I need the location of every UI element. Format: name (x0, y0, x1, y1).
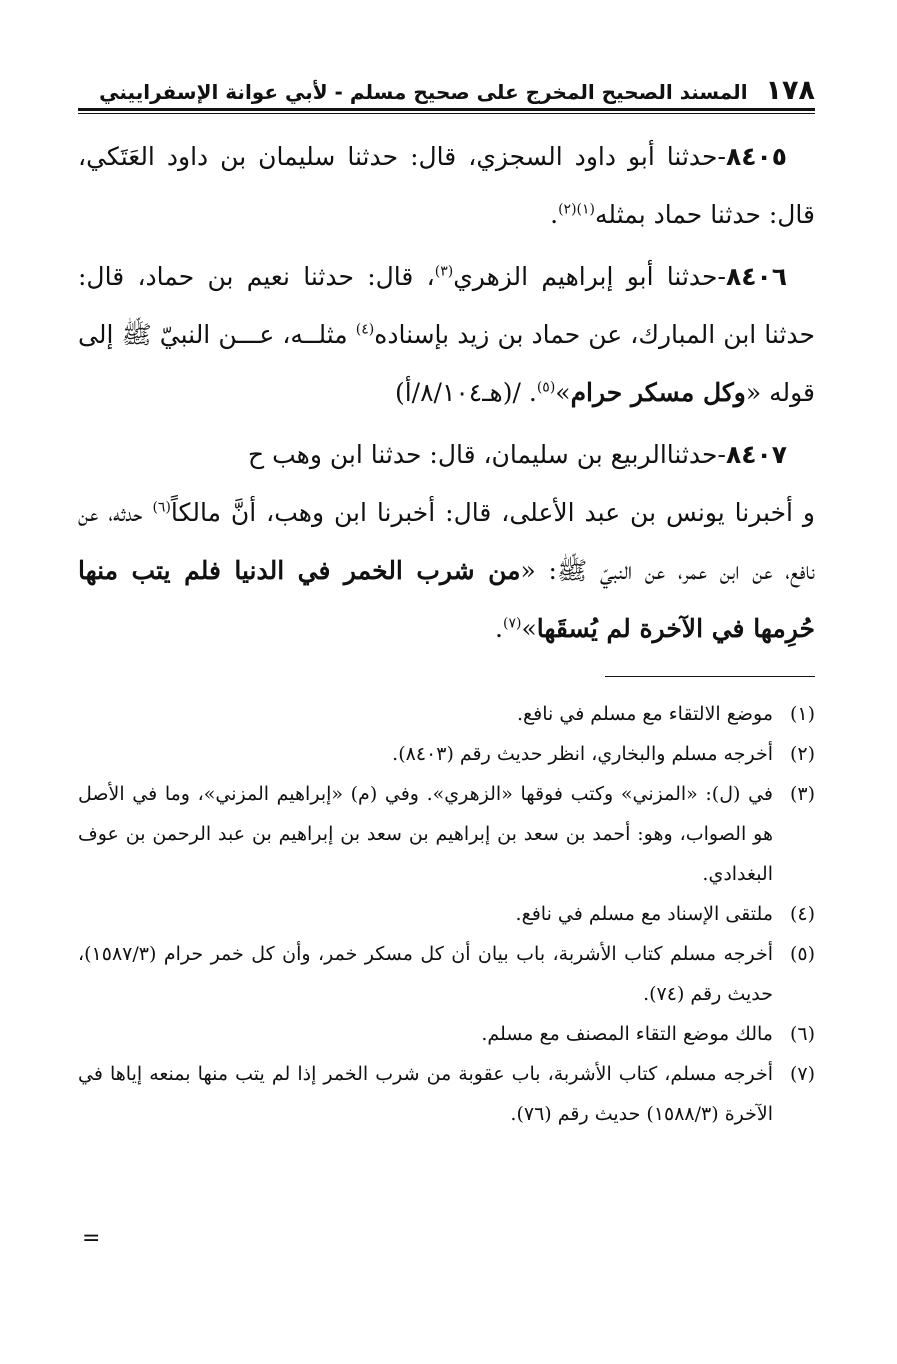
footnote-number: (٢) (789, 743, 815, 765)
hadith-text: » (521, 614, 537, 643)
hadith-number: ٨٤٠٧ (725, 440, 787, 469)
hadith-matn: من شرب الخمر في الدنيا فلم يتب منها حُرِمها في الآخرة لم يُسقَها (78, 556, 815, 643)
footnote-text: مالك موضع التقاء المصنف مع مسلم. (481, 1023, 773, 1045)
running-header (82, 64, 815, 104)
page-number: ١٧٨ (765, 75, 815, 106)
footnote-text: أخرجه مسلم كتاب الأشربة، باب بيان أن كل مسكر خمر، وأن كل خمر حرام (١٥٨٧/٣)، حديث رقم (٧٤). (78, 943, 773, 1005)
footnote-number: (٤) (789, 903, 815, 925)
hadith-punct: . (495, 614, 503, 643)
manuscript-ref: . /(هـ٨/١٠٤/أ) (394, 378, 537, 407)
footnote-7 (78, 1054, 815, 1134)
footnote-separator (605, 676, 815, 677)
hadith-number: ٨٤٠٥ (725, 142, 787, 171)
hadith-text: و أخبرنا يونس بن عبد الأعلى، قال: أخبرنا ابن وهب، أنَّ مالكاً (170, 498, 815, 527)
footnote-number: (٦) (789, 1023, 815, 1045)
hadith-text: -حدثنا أبو داود السجزي، قال: حدثنا سليمان بن داود العَتَكي، قال: حدثنا حماد بمثله (78, 142, 815, 229)
footnote-ref[interactable]: (٦) (152, 499, 171, 516)
hadith-text: -حدثناالربيع بن سليمان، قال: حدثنا ابن وهب ح (248, 440, 726, 469)
hadith-text: -حدثنا أبو إبراهيم الزهري (453, 262, 726, 291)
footnote-2 (78, 734, 815, 774)
footnote-ref[interactable]: (٥) (536, 379, 556, 396)
hadith-matn: وكل مسكر حرام (570, 378, 746, 407)
footnote-1 (78, 694, 815, 734)
footnote-6 (78, 1014, 815, 1054)
footnote-text: ملتقى الإسناد مع مسلم في نافع. (515, 903, 773, 925)
footnote-text: موضع الالتقاء مع مسلم في نافع. (517, 703, 773, 725)
footnote-number: (٥) (789, 943, 815, 965)
footnote-number: (١) (789, 703, 815, 725)
footnote-ref[interactable]: (١)(٢) (558, 201, 596, 218)
main-text (78, 128, 815, 662)
footnote-number: (٣) (789, 783, 815, 805)
footnote-3 (78, 774, 815, 894)
footnote-text: أخرجه مسلم والبخاري، انظر حديث رقم (٨٤٠٣). (392, 743, 773, 765)
hadith-number: ٨٤٠٦ (725, 262, 787, 291)
hadith-text: مثلــه، عـــن النبيّ ﷺ إلى قوله « (78, 320, 815, 407)
footnote-5 (78, 934, 815, 1014)
hadith-text: ، قال: حدثنا نعيم بن حماد، قال: حدثنا ابن المبارك، عن حماد بن زيد بإسناده (78, 262, 816, 349)
footnote-4 (78, 894, 815, 934)
hadith-8405 (78, 128, 815, 244)
hadith-8407 (78, 426, 815, 658)
continuation-mark: = (82, 1226, 101, 1251)
footnote-ref[interactable]: (٤) (355, 321, 375, 338)
header-rule (78, 108, 815, 111)
hadith-8406 (78, 248, 815, 422)
footnote-number: (٧) (789, 1063, 815, 1085)
footnote-text: أخرجه مسلم، كتاب الأشربة، باب عقوبة من شرب الخمر إذا لم يتب منها بمنعه إياها في الآخرة (١٥٨٨/٣) حديث رقم (٧٦). (78, 1063, 773, 1125)
footnote-ref[interactable]: (٣) (434, 263, 454, 280)
header-rule-thin (78, 113, 815, 114)
footnote-ref[interactable]: (٧) (502, 615, 522, 632)
footnote-text: في (ل): «المزني» وكتب فوقها «الزهري». وفي (م) «إبراهيم المزني»، وما في الأصل هو الصواب، وهو: أحمد بن سعد بن إبراهيم بن سعد بن إبراهيم بن عبد الرحمن بن عوف البغدادي. (78, 783, 773, 885)
footnotes (78, 694, 815, 1134)
hadith-punct: . (550, 200, 559, 229)
hadith-text: حدثه، عن نافع، عن ابن عمر، عن النبيّ ﷺ: « (78, 498, 815, 585)
header-title: المسند الصحيح المخرج على صحيح مسلم - لأبي عوانة الإسفراييني (99, 80, 748, 104)
hadith-text: » (555, 378, 571, 407)
